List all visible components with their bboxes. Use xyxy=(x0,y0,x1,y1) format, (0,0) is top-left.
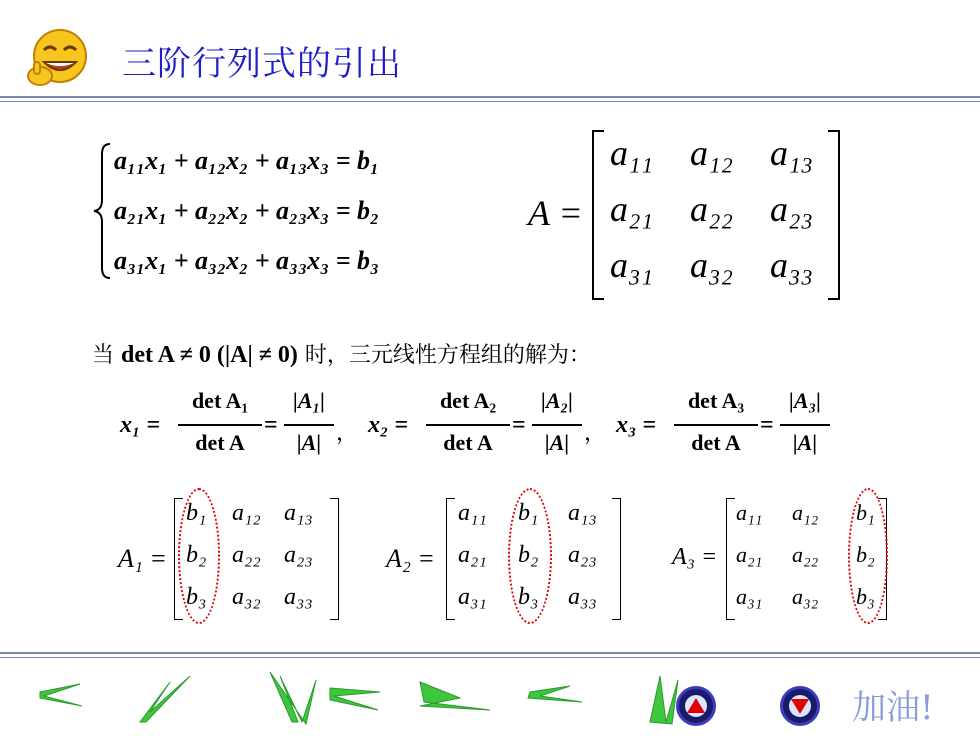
matrix-cell: b₃ xyxy=(856,584,875,609)
solution-num: det A₂ xyxy=(439,388,497,413)
page-title: 三阶行列式的引出 xyxy=(122,44,402,84)
next-slide-button[interactable] xyxy=(780,686,820,726)
matrix-a-cell: a₁₂ xyxy=(690,133,734,173)
matrix-a-cell: a₃₁ xyxy=(610,245,654,285)
matrix-a-cell: a₁₁ xyxy=(610,133,654,173)
matrix-cell: a₂₂ xyxy=(232,542,261,568)
matrix-label: A₁ = xyxy=(118,544,167,573)
footer-divider-2 xyxy=(0,657,980,658)
equals-sign: = xyxy=(264,412,278,438)
smiley-thumbs-up-icon xyxy=(26,26,90,90)
matrix-cell: b₁ xyxy=(518,500,539,526)
matrix-a1 xyxy=(118,496,348,626)
equation-1: a₁₁x₁ + a₁₂x₂ + a₁₃x₃ = b₁ xyxy=(114,146,380,175)
condition-expr: det A ≠ 0 (|A| ≠ 0) xyxy=(121,342,298,368)
down-arrow-icon xyxy=(789,695,811,717)
fraction-bar xyxy=(178,424,262,426)
fraction-bar xyxy=(780,424,830,426)
header-divider xyxy=(0,96,980,98)
solution-1 xyxy=(120,388,360,468)
solution-lhs: x₁ = xyxy=(120,412,161,438)
system-brace xyxy=(92,142,112,280)
left-bracket xyxy=(592,130,604,300)
matrix-cell: a₁₃ xyxy=(568,500,597,526)
matrix-cell: a₃₂ xyxy=(792,584,819,609)
solution-num: det A₃ xyxy=(687,388,745,413)
matrix-label: A₂ = xyxy=(386,544,435,573)
header-divider-2 xyxy=(0,101,980,102)
matrix-a-cell: a₂₁ xyxy=(610,189,654,229)
fraction-bar xyxy=(532,424,582,426)
footer-divider xyxy=(0,652,980,654)
solution-den: det A xyxy=(195,430,245,455)
prev-slide-button[interactable] xyxy=(676,686,716,726)
left-bracket xyxy=(726,498,735,620)
equals-sign: = xyxy=(512,412,526,438)
solution-sep: ， xyxy=(584,421,607,446)
fraction-bar xyxy=(674,424,758,426)
matrix-a-label: A = xyxy=(528,193,583,233)
matrix-a xyxy=(592,130,840,298)
condition-prefix: 当 xyxy=(92,343,115,368)
solution-lhs: x₂ = xyxy=(368,412,409,438)
matrix-label: A₃ = xyxy=(672,544,718,570)
fraction-bar xyxy=(284,424,334,426)
up-arrow-icon xyxy=(685,695,707,717)
right-bracket xyxy=(828,130,840,300)
matrix-cell: b₂ xyxy=(518,542,539,568)
matrix-cell: b₁ xyxy=(186,500,207,526)
matrix-cell: a₁₁ xyxy=(458,500,487,526)
solution-den2: |A| xyxy=(544,430,570,455)
matrix-cell: a₁₃ xyxy=(284,500,313,526)
matrix-cell: a₁₁ xyxy=(736,500,763,525)
matrix-a-cell: a₃₃ xyxy=(770,245,814,285)
condition-suffix: 时，三元线性方程组的解为： xyxy=(304,343,591,368)
matrix-a-cell: a₂₃ xyxy=(770,189,814,229)
solution-row xyxy=(120,388,860,468)
condition-line xyxy=(92,338,591,369)
equation-3: a₃₁x₁ + a₃₂x₂ + a₃₃x₃ = b₃ xyxy=(114,246,380,275)
matrix-cell: a₁₂ xyxy=(232,500,261,526)
matrix-cell: a₁₂ xyxy=(792,500,819,525)
grass-decoration xyxy=(30,662,710,732)
matrix-cell: a₃₁ xyxy=(458,584,487,610)
right-bracket xyxy=(612,498,621,620)
matrix-cell: a₃₁ xyxy=(736,584,763,609)
matrix-a-cell: a₃₂ xyxy=(690,245,734,285)
matrix-cell: a₃₃ xyxy=(284,584,313,610)
matrix-cell: a₂₁ xyxy=(736,542,763,567)
solution-num2: |A₃| xyxy=(788,388,822,413)
matrix-cell: b₂ xyxy=(186,542,207,568)
solution-lhs: x₃ = xyxy=(616,412,657,438)
matrix-cell: a₃₂ xyxy=(232,584,261,610)
matrix-cell: b₁ xyxy=(856,500,875,525)
solution-3 xyxy=(616,388,856,468)
solution-den2: |A| xyxy=(792,430,818,455)
matrix-cell: b₃ xyxy=(186,584,207,610)
matrix-cell: b₃ xyxy=(518,584,539,610)
equals-sign: = xyxy=(760,412,774,438)
solution-den2: |A| xyxy=(296,430,322,455)
matrix-a-cell: a₂₂ xyxy=(690,189,734,229)
solution-2 xyxy=(368,388,608,468)
left-bracket xyxy=(446,498,455,620)
fraction-bar xyxy=(426,424,510,426)
matrix-cell: a₂₃ xyxy=(568,542,597,568)
solution-den: det A xyxy=(443,430,493,455)
solution-den: det A xyxy=(691,430,741,455)
equation-2: a₂₁x₁ + a₂₂x₂ + a₂₃x₃ = b₂ xyxy=(114,196,380,225)
solution-sep: ， xyxy=(336,421,359,446)
right-bracket xyxy=(330,498,339,620)
matrix-a3 xyxy=(672,496,894,626)
matrix-a2 xyxy=(386,496,632,626)
solution-num2: |A₁| xyxy=(292,388,326,413)
solution-num: det A₁ xyxy=(191,388,249,413)
matrix-cell: b₂ xyxy=(856,542,875,567)
matrix-cell: a₃₃ xyxy=(568,584,597,610)
matrix-cell: a₂₃ xyxy=(284,542,313,568)
matrix-cell: a₂₂ xyxy=(792,542,819,567)
matrix-a-cell: a₁₃ xyxy=(770,133,814,173)
solution-num2: |A₂| xyxy=(540,388,574,413)
cheer-text: 加油! xyxy=(852,688,934,728)
matrix-cell: a₂₁ xyxy=(458,542,487,568)
